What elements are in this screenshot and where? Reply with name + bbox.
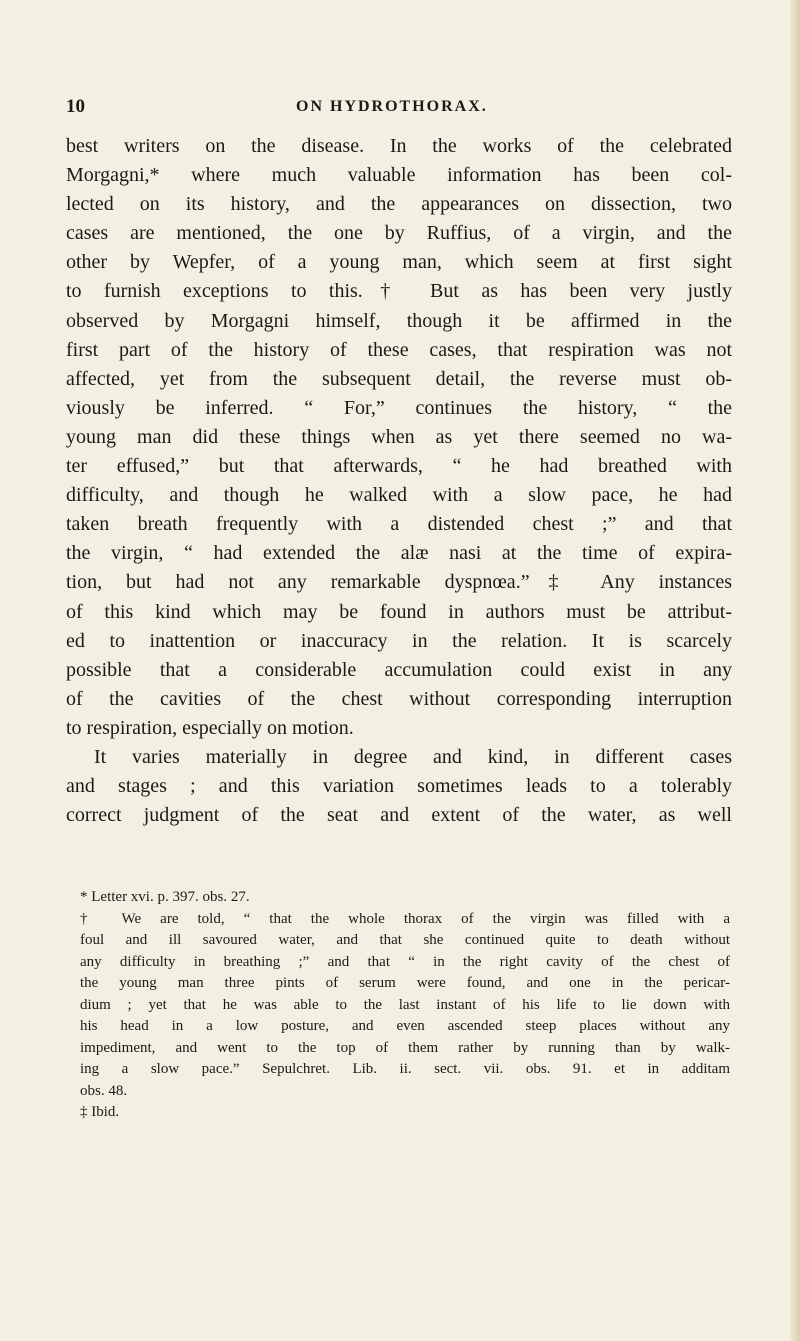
footnote-line: his head in a low posture, and even ascended steep places without any: [80, 1018, 730, 1034]
text-line: affected, yet from the subsequent detail, the reverse must ob-: [66, 367, 732, 390]
text-line: and stages ; and this variation sometimes leads to a tolerably: [66, 775, 732, 798]
text-line: It varies materially in degree and kind, in different cases: [94, 745, 732, 768]
text-line: to respiration, especially on motion.: [66, 716, 354, 739]
text-line: the virgin, “ had extended the alæ nasi at the time of expira-: [66, 542, 732, 565]
footnote-line: * Letter xvi. p. 397. obs. 27.: [80, 889, 250, 905]
footnote-line: the young man three pints of serum were found, and one in the pericar-: [80, 975, 730, 991]
footnote-line: obs. 48.: [80, 1082, 128, 1099]
text-line: cases are mentioned, the one by Ruffius, of a virgin, and the: [66, 222, 732, 245]
text-line: observed by Morgagni himself, though it be affirmed in the: [66, 309, 732, 332]
text-line: ter effused,” but that afterwards, “ he had breathed with: [66, 455, 732, 478]
running-title: ON HYDROTHORAX.: [296, 98, 488, 115]
page-number: 10: [66, 96, 85, 117]
page-edge: [790, 0, 800, 1341]
text-line: of this kind which may be found in authors must be attribut-: [66, 600, 732, 623]
text-line: viously be inferred. “ For,” continues the history, “ the: [66, 396, 732, 419]
footnote-line: † We are told, “ that the whole thorax of the virgin was filled with a: [80, 910, 730, 927]
footnote-line: ‡ Ibid.: [80, 1104, 120, 1120]
footnote-line: impediment, and went to the top of them rather by running than by walk-: [80, 1039, 730, 1056]
body-text: [66, 132, 732, 830]
footnote-line: foul and ill savoured water, and that she continued quite to death without: [80, 932, 730, 948]
text-line: Morgagni,* where much valuable information has been col-: [66, 164, 732, 187]
footnote-line: ing a slow pace.” Sepulchret. Lib. ii. sect. vii. obs. 91. et in additam: [80, 1061, 730, 1077]
text-line: lected on its history, and the appearances on dissection, two: [66, 193, 732, 216]
text-line: young man did these things when as yet there seemed no wa-: [66, 425, 732, 448]
text-line: taken breath frequently with a distended chest ;” and that: [66, 513, 732, 536]
footnotes: [80, 887, 730, 1124]
text-line: difficulty, and though he walked with a slow pace, he had: [66, 484, 732, 507]
text-line: best writers on the disease. In the works of the celebrated: [66, 135, 732, 157]
text-line: possible that a considerable accumulation could exist in any: [66, 658, 732, 681]
text-line: correct judgment of the seat and extent of the water, as well: [66, 804, 732, 827]
footnote-line: any difficulty in breathing ;” and that “ in the right cavity of the chest of: [80, 953, 730, 970]
text-line: of the cavities of the chest without corresponding interruption: [66, 687, 732, 710]
page-header: [66, 96, 726, 120]
text-line: ed to inattention or inaccuracy in the relation. It is scarcely: [66, 629, 732, 652]
text-line: to furnish exceptions to this.† But as has been very justly: [66, 280, 732, 303]
text-line: other by Wepfer, of a young man, which seem at first sight: [66, 251, 732, 274]
footnote-line: dium ; yet that he was able to the last instant of his life to lie down with: [80, 996, 730, 1013]
text-line: first part of the history of these cases, that respiration was not: [66, 338, 732, 361]
text-line: tion, but had not any remarkable dyspnœa.”‡ Any instances: [66, 571, 732, 594]
